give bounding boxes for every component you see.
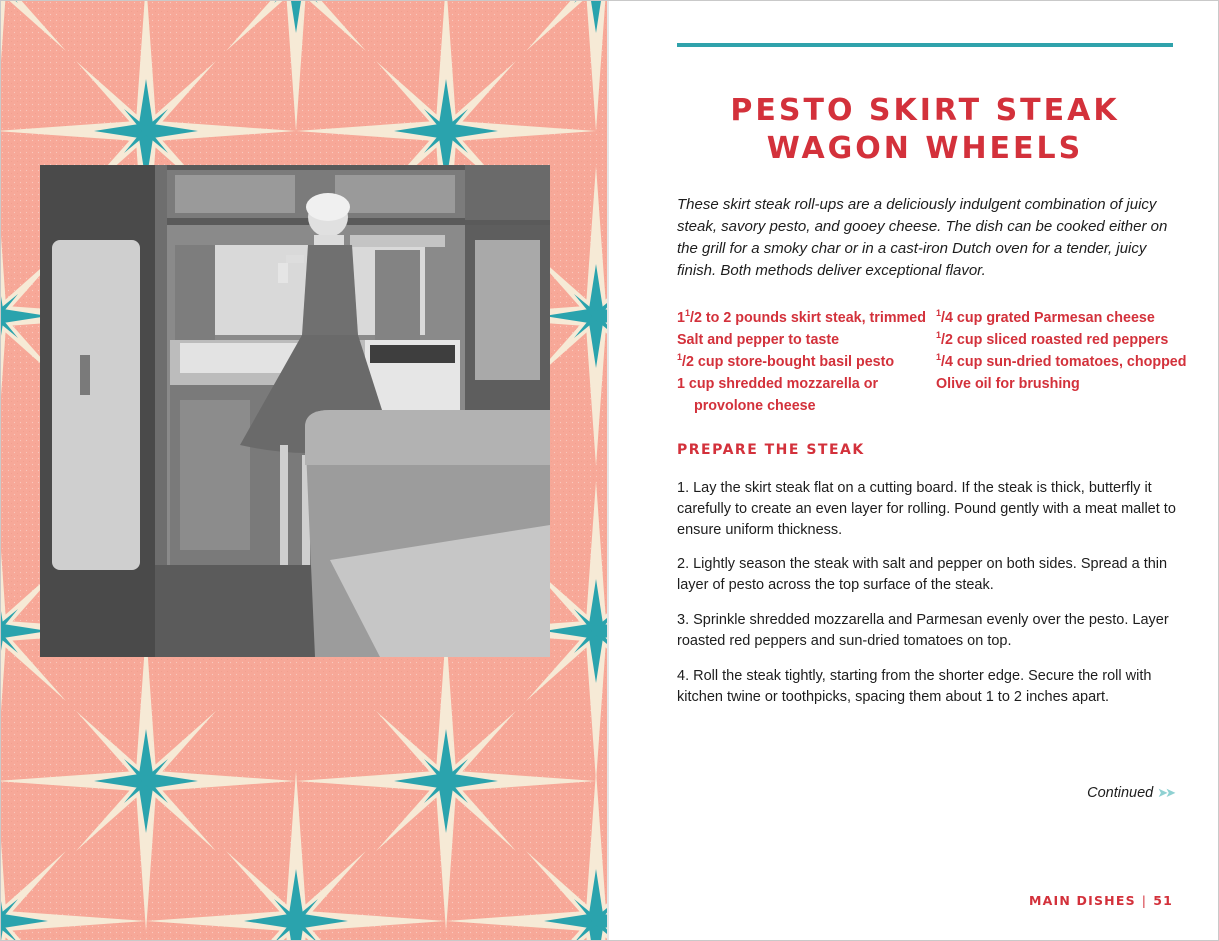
page-gutter: [607, 1, 609, 940]
ingredient-item: 1 cup shredded mozzarella or: [677, 376, 879, 392]
recipe-title-line-1: PESTO SKIRT STEAK: [730, 93, 1120, 128]
vintage-trailer-kitchen-photo: [40, 165, 550, 657]
instruction-step: 1. Lay the skirt steak flat on a cutting board. If the steak is thick, butterfly it carefully to create an even layer for rolling. Pound gently with a meat mallet to ensure uniform thickness.: [677, 480, 1176, 538]
ingredients-column-2: [936, 307, 1186, 395]
page-folio: [1029, 893, 1173, 908]
folio-separator: |: [1141, 893, 1148, 908]
section-heading: PREPARE THE STEAK: [677, 442, 865, 458]
instruction-step: 2. Lightly season the steak with salt and pepper on both sides. Spread a thin layer of pesto across the top surface of the steak.: [677, 556, 1168, 593]
instruction-step: 3. Sprinkle shredded mozzarella and Parmesan evenly over the pesto. Layer roasted red peppers and sun-dried tomatoes on top.: [677, 612, 1169, 649]
page-number: 51: [1153, 893, 1173, 908]
continued-text: Continued: [1087, 785, 1154, 801]
ingredient-item: $^1$/4 cup sun-dried tomatoes, chopped: [936, 352, 1187, 370]
ingredient-item: Olive oil for brushing: [936, 376, 1080, 392]
recipe-title: [677, 92, 1173, 168]
ingredients-column-1: [677, 307, 932, 417]
instruction-step: 4. Roll the steak tightly, starting from the shorter edge. Secure the roll with kitchen twine or toothpicks, spacing them about 1 to 2 inches apart.: [677, 668, 1152, 705]
ingredient-item: $^1$/2 cup store-bought basil pesto: [677, 352, 895, 370]
folio-section-name: MAIN DISHES: [1028, 893, 1136, 908]
ingredient-item: Salt and pepper to taste: [677, 332, 840, 348]
continued-label: [1087, 785, 1173, 801]
ingredient-item: $^1$/2 cup sliced roasted red peppers: [936, 330, 1169, 348]
recipe-intro: These skirt steak roll-ups are a deliciously indulgent combination of juicy steak, savory pesto, and gooey cheese. The dish can be cooked either on the grill for a smoky char or in a cast-iron Dutch oven for a tender, juicy finish. Both methods deliver exceptional flavor.: [677, 196, 1168, 279]
ingredient-item: $^1$/4 cup grated Parmesan cheese: [936, 308, 1155, 326]
ingredient-item-continuation: provolone cheese: [694, 398, 816, 414]
ingredient-item: $1^1/2$ to 2 pounds skirt steak, trimmed: [677, 308, 926, 326]
recipe-title-line-2: WAGON WHEELS: [766, 131, 1084, 166]
top-teal-rule: [677, 43, 1173, 47]
double-chevron-right-icon: ➤➤: [1157, 785, 1173, 800]
